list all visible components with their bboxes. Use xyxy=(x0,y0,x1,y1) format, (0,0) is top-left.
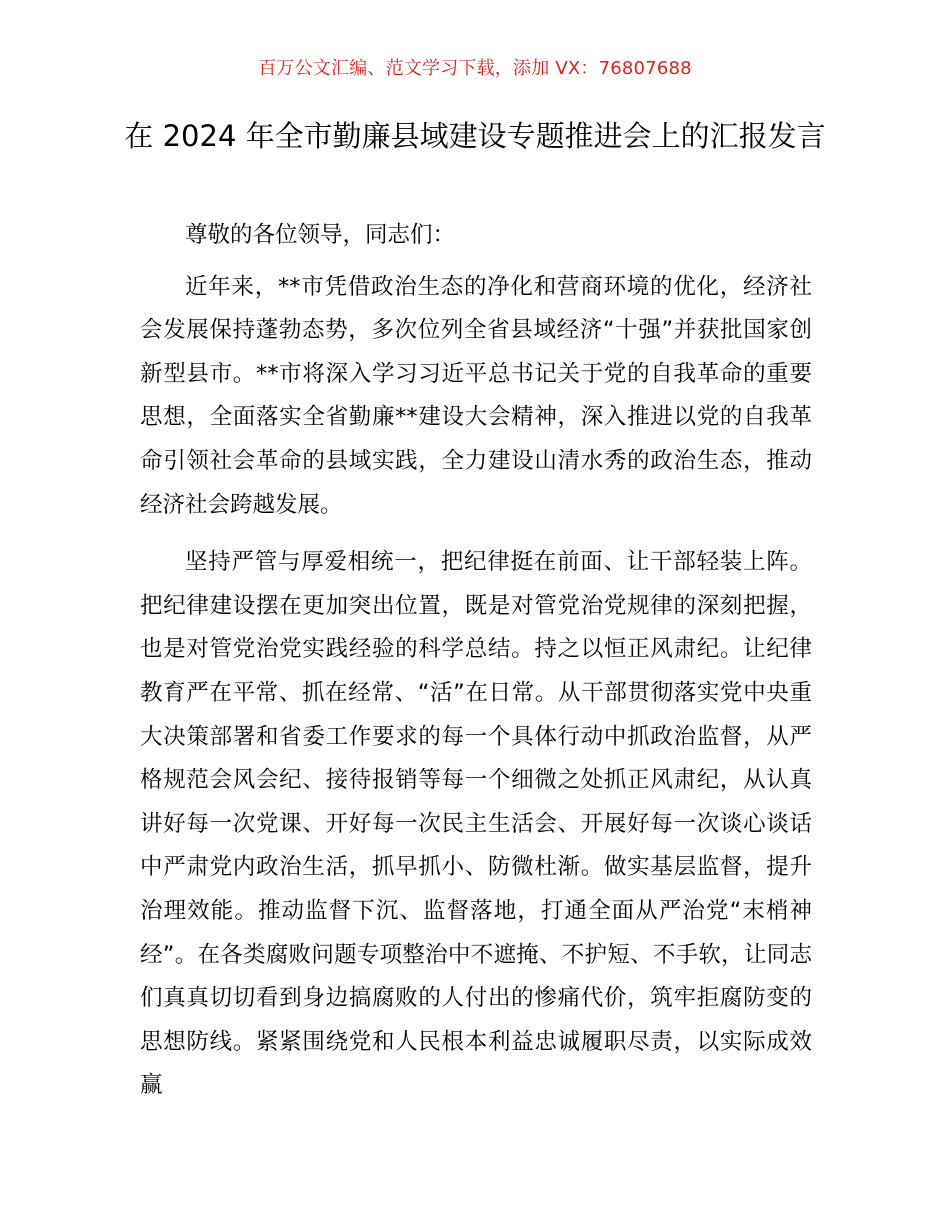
body-paragraph: 坚持严管与厚爱相统一，把纪律挺在前面、让干部轻装上阵。把纪律建设摆在更加突出位置，既是对管党治党规律的深刻把握，也是对管党治党实践经验的科学总结。持之以恒正风肃纪。让纪律教育严在平常、抓在经常、“活”在日常。从干部贯彻落实党中央重大决策部署和省委工作要求的每一个具体行动中抓政治监督，从严格规范会风会纪、接待报销等每一个细微之处抓正风肃纪，从认真讲好每一次党课、开好每一次民主生活会、开展好每一次谈心谈话中严肃党内政治生活，抓早抓小、防微杜渐。做实基层监督，提升治理效能。推动监督下沉、监督落地，打通全面从严治党“末梢神经”。在各类腐败问题专项整治中不遮掩、不护短、不手软，让同志们真真切切看到身边搞腐败的人付出的惨痛代价，筑牢拒腐防变的思想防线。紧紧围绕党和人民根本利益忠诚履职尽责，以实际成效赢 xyxy=(140,549,812,1099)
document-title: 在 2024 年全市勤廉县域建设专题推进会上的汇报发言 xyxy=(124,119,826,153)
header-banner: 百万公文汇编、范文学习下载，添加 VX：76807688 xyxy=(258,58,692,79)
document-body xyxy=(140,214,812,1108)
body-paragraph: 近年来，**市凭借政治生态的净化和营商环境的优化，经济社会发展保持蓬勃态势，多次位列全省县域经济“十强”并获批国家创新型县市。**市将深入学习习近平总书记关于党的自我革命的重要思想，全面落实全省勤廉**建设大会精神，深入推进以党的自我革命引领社会革命的县域实践，全力建设山清水秀的政治生态，推动经济社会跨越发展。 xyxy=(140,273,812,518)
greeting-line: 尊敬的各位领导，同志们： xyxy=(185,222,456,248)
